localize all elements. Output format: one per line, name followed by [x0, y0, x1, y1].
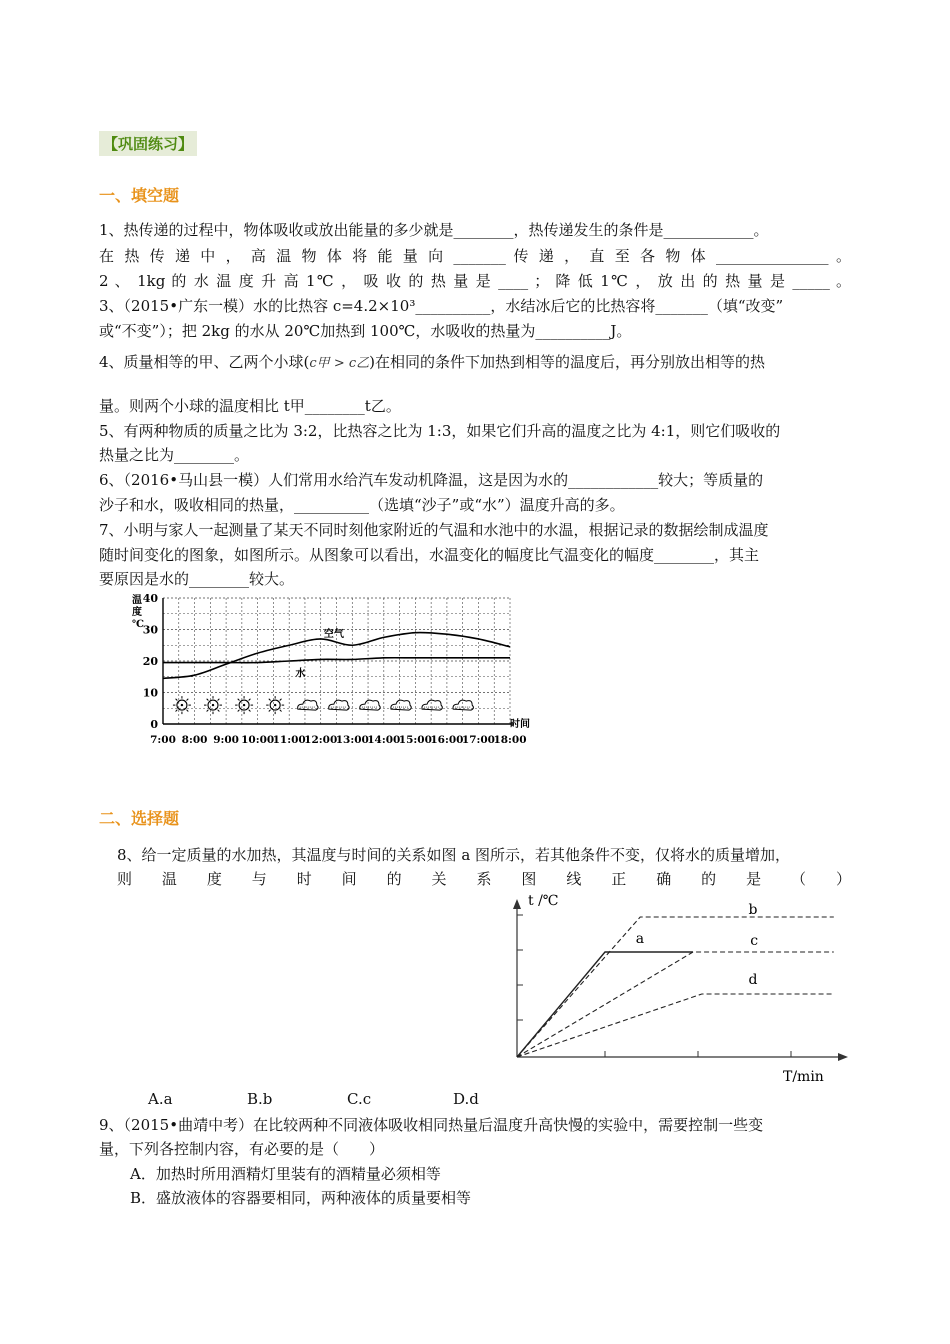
temperature-xtick-label: 7:00	[150, 734, 176, 746]
cloud-icon	[453, 700, 473, 710]
question-5-line-2: 热量之比为________。	[99, 446, 250, 464]
heating-line-label-a: a	[635, 931, 645, 947]
temperature-xtick-label: 17:00	[461, 734, 496, 746]
temperature-ytick-label: 40	[142, 592, 158, 605]
cloud-icon	[422, 700, 442, 710]
question-4-text-pre: 4、质量相等的甲、乙两个小球(	[99, 353, 310, 371]
temperature-xtick-label: 16:00	[430, 734, 464, 746]
time-axis-label: 时间	[510, 719, 530, 730]
temperature-ytick-label: 10	[142, 686, 158, 700]
heating-graph	[500, 885, 860, 1085]
temperature-chart	[118, 590, 538, 748]
cloud-icon	[360, 700, 380, 710]
temperature-xtick-label: 15:00	[398, 734, 432, 746]
sun-icon	[235, 696, 253, 714]
heating-line-label-b: b	[748, 902, 758, 918]
question-6-line-1: 6、（2016•马山县一模）人们常用水给汽车发动机降温，这是因为水的____________较大；等质量的	[99, 471, 764, 489]
question-4-text-post: )在相同的条件下加热到相等的温度后，再分别放出相等的热	[369, 353, 765, 371]
question-8-line-1: 8、给一定质量的水加热，其温度与时间的关系如图 a 图所示，若其他条件不变，仅将水的质量增加，	[117, 846, 791, 864]
air-series-label: 空气	[323, 628, 344, 640]
temperature-xtick-label: 13:00	[335, 734, 369, 746]
section-fill-blank-heading: 一、填空题	[99, 186, 180, 205]
question-9-option-b: B．盛放液体的容器要相同，两种液体的质量要相等	[130, 1189, 472, 1207]
temperature-xtick-label: 18:00	[493, 734, 527, 746]
heating-line-a	[517, 952, 693, 1057]
heating-graph-axes	[513, 899, 848, 1061]
heating-line-label-c: c	[750, 933, 759, 949]
sun-icon	[173, 696, 191, 714]
temperature-ytick-label: 20	[142, 655, 158, 668]
question-9-line-2: 量，下列各控制内容，有必要的是（ ）	[99, 1140, 385, 1158]
question-2: 2 、 1kg 的 水 温 度 升 高 1℃ ， 吸 收 的 热 量 是 ____ ； 降 低 1℃ ， 放 出 的 热 量 是 _____ 。	[99, 272, 851, 290]
sun-icon	[266, 696, 284, 714]
practice-tag: 【巩固练习】	[99, 131, 197, 156]
section-choice-heading: 二、选择题	[99, 809, 180, 828]
temperature-axis-label-1: 温	[132, 595, 142, 606]
question-3-line-2: 或“不变”）；把 2kg 的水从 20℃加热到 100℃，水吸收的热量为__________J。	[99, 322, 632, 340]
question-9-option-a: A．加热时所用酒精灯里装有的酒精量必须相等	[130, 1165, 441, 1183]
question-7-line-2: 随时间变化的图象，如图所示。从图象可以看出，水温变化的幅度比气温变化的幅度________，其主	[99, 546, 760, 564]
water-series-label: 水	[295, 668, 306, 680]
temperature-xtick-label: 10:00	[241, 734, 275, 746]
question-8-line-2: 则 温 度 与 时 间 的 关 系 图 线 正 确 的 是 （ ）	[117, 870, 851, 888]
question-1-line-1: 1、热传递的过程中，物体吸收或放出能量的多少就是________，热传递发生的条件是____________。	[99, 221, 769, 239]
temperature-axis-label-2: 度	[132, 607, 142, 618]
heating-graph-y-label: t /℃	[528, 893, 559, 909]
question-3-line-1: 3、（2015•广东一模）水的比热容 c=4.2×10³__________，水结冰后它的比热容将_______（填“改变”	[99, 297, 784, 315]
question-4-line-1	[99, 352, 765, 374]
question-9-line-1: 9、（2015•曲靖中考）在比较两种不同液体吸收相同热量后温度升高快慢的实验中，需要控制一些变	[99, 1116, 764, 1134]
temperature-chart-grid	[163, 598, 510, 724]
sun-icon	[204, 696, 222, 714]
question-4-line-2: 量。则两个小球的温度相比 t甲________t乙。	[99, 397, 401, 415]
choice-b: B.b	[247, 1090, 273, 1108]
temperature-axis-label-3: ℃	[132, 619, 144, 630]
heating-line-d	[517, 994, 834, 1057]
question-7-line-1: 7、小明与家人一起测量了某天不同时刻他家附近的气温和水池中的水温，根据记录的数据绘制成温度	[99, 521, 769, 539]
choice-c: C.c	[347, 1090, 372, 1108]
temperature-xtick-label: 9:00	[213, 734, 239, 746]
cloud-icon	[329, 700, 349, 710]
heating-line-label-d: d	[748, 972, 758, 988]
temperature-xtick-label: 8:00	[181, 734, 208, 746]
question-6-line-2: 沙子和水，吸收相同的热量，__________（选填“沙子”或“水”）温度升高的多。	[99, 496, 625, 514]
choice-d: D.d	[453, 1090, 479, 1108]
temperature-xtick-label: 12:00	[304, 734, 338, 746]
question-1-line-2: 在 热 传 递 中 ， 高 温 物 体 将 能 量 向 _______ 传 递 ， 直 至 各 物 体 _______________ 。	[99, 247, 851, 265]
cloud-icon	[298, 700, 318, 710]
specific-heat-formula: c甲 > c乙	[309, 356, 370, 371]
heating-graph-x-label: T/min	[783, 1069, 824, 1085]
choice-a: A.a	[148, 1090, 173, 1108]
heating-line-b	[517, 917, 834, 1057]
question-5-line-1: 5、有两种物质的质量之比为 3:2，比热容之比为 1:3，如果它们升高的温度之比为 4:1，则它们吸收的	[99, 422, 781, 440]
temperature-xtick-label: 14:00	[367, 734, 401, 746]
temperature-ytick-label: 0	[150, 718, 158, 731]
temperature-ytick-label: 30	[142, 623, 158, 637]
question-7-line-3: 要原因是水的________较大。	[99, 570, 295, 588]
cloud-icon	[391, 700, 411, 710]
temperature-xtick-label: 11:00	[272, 734, 306, 746]
